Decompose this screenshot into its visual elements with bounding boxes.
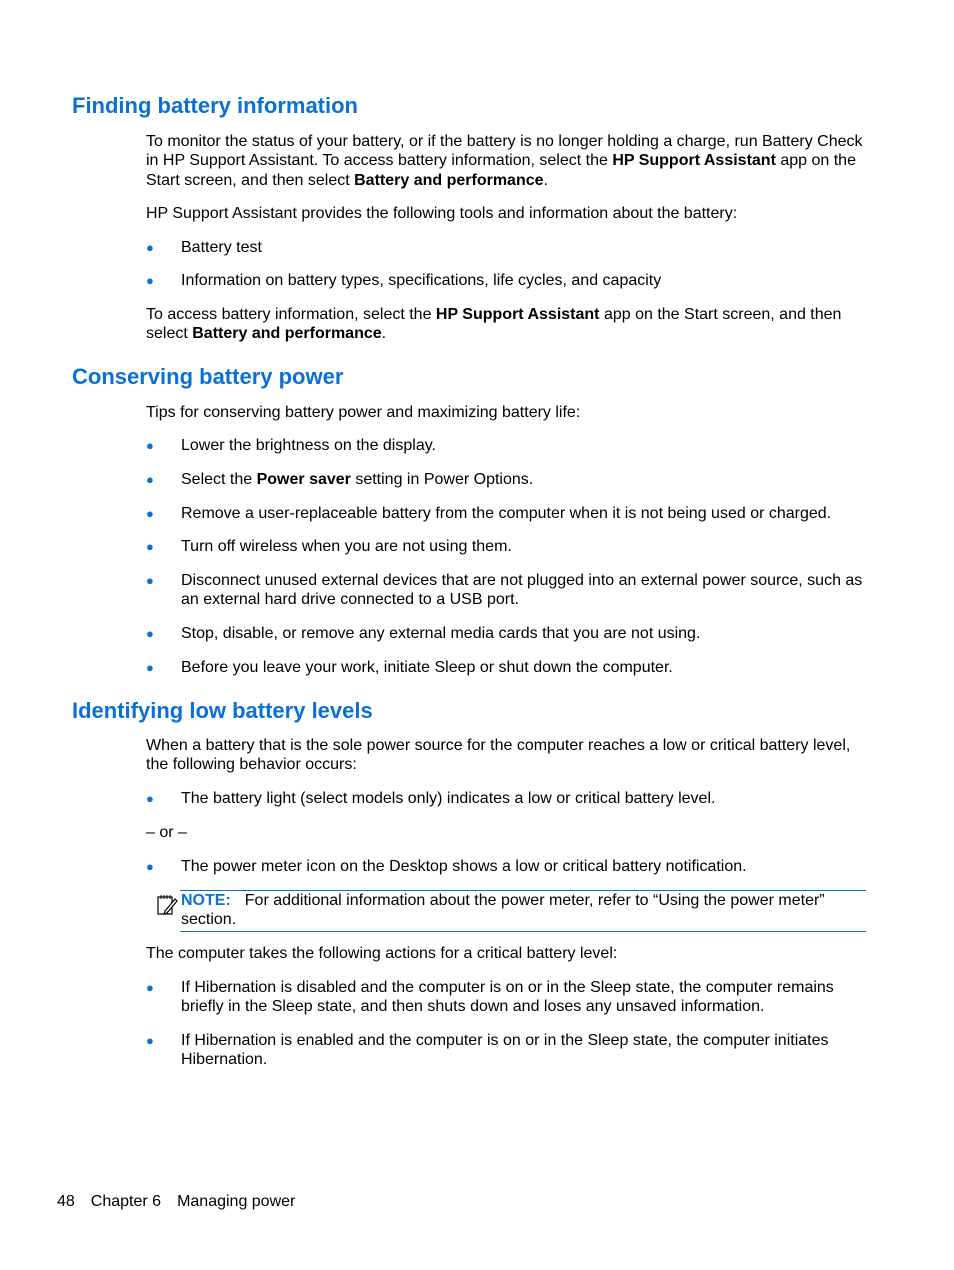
section-heading-identifying-low-battery-levels: Identifying low battery levels — [72, 698, 373, 723]
text-run: To access battery information, select the — [146, 306, 436, 323]
text-run: setting in Power Options. — [350, 471, 534, 488]
text-run: . — [381, 325, 387, 343]
bullet-icon: ● — [146, 539, 154, 554]
bold-run-power-saver: Power saver — [256, 471, 351, 488]
bullet-icon: ● — [146, 980, 154, 995]
paragraph-tips-lead: Tips for conserving battery power and maximizing battery life: — [146, 404, 581, 421]
note-pencil-icon — [156, 893, 178, 917]
text-run: app on the Start screen, and then select — [146, 152, 856, 189]
bullet-icon: ● — [146, 791, 154, 806]
bullet-icon: ● — [146, 626, 154, 641]
list-item-text: Remove a user-replaceable battery from the computer when it is not being used or charged. — [181, 505, 832, 522]
bullet-icon: ● — [146, 240, 154, 255]
bold-run-battery-and-performance: Battery and performance — [192, 325, 382, 343]
list-item-text — [181, 470, 873, 489]
list-item-text: Information on battery types, specifications, life cycles, and capacity — [181, 272, 662, 289]
list-item-text: If Hibernation is disabled and the computer is on or in the Sleep state, the computer remains briefly in the Sleep state, and then shuts down and loses any unsaved information. — [181, 979, 834, 1016]
bullet-icon: ● — [146, 506, 154, 521]
list-item-text: Stop, disable, or remove any external media cards that you are not using. — [181, 625, 701, 642]
bold-run-battery-and-performance: Battery and performance — [354, 171, 544, 189]
note-label: NOTE: — [181, 892, 231, 909]
paragraph-critical-actions-lead: The computer takes the following actions for a critical battery level: — [146, 945, 618, 962]
paragraph-battery-check-intro — [146, 132, 872, 190]
list-item-text: The power meter icon on the Desktop shows a low or critical battery notification. — [181, 858, 747, 875]
paragraph-low-battery-lead: When a battery that is the sole power source for the computer reaches a low or critical battery level, the following behavior occurs: — [146, 737, 851, 774]
bullet-icon: ● — [146, 573, 154, 588]
bullet-icon: ● — [146, 273, 154, 288]
paragraph-access-battery-info — [146, 305, 872, 344]
list-item-text: The battery light (select models only) indicates a low or critical battery level. — [181, 790, 716, 807]
note-content — [181, 891, 861, 930]
bold-run-hp-support-assistant: HP Support Assistant — [435, 306, 600, 323]
text-run: Select the — [181, 471, 257, 488]
bullet-icon: ● — [146, 1033, 154, 1048]
paragraph-tools-lead: HP Support Assistant provides the following tools and information about the battery: — [146, 205, 738, 222]
list-item-text: Turn off wireless when you are not using them. — [181, 538, 512, 555]
page-number: 48 — [57, 1193, 75, 1210]
bold-run-hp-support-assistant: HP Support Assistant — [612, 152, 776, 170]
footer-chapter: Chapter 6 — [90, 1193, 162, 1210]
text-run: . — [543, 171, 548, 189]
list-item-text: Disconnect unused external devices that are not plugged into an external power source, such as an external hard drive connected to a USB port. — [181, 572, 863, 609]
section-heading-finding-battery-information: Finding battery information — [72, 93, 358, 118]
section-heading-conserving-battery-power: Conserving battery power — [72, 364, 344, 389]
or-separator: – or – — [146, 824, 187, 841]
list-item-text: If Hibernation is enabled and the computer is on or in the Sleep state, the computer initiates Hibernation. — [181, 1032, 829, 1069]
bullet-icon: ● — [146, 438, 154, 453]
text-run: app on the Start screen, and then select — [146, 306, 842, 343]
note-text: For additional information about the power meter, refer to “Using the power meter” section. — [181, 892, 825, 929]
list-item-text: Lower the brightness on the display. — [181, 437, 436, 454]
list-item-text: Battery test — [181, 239, 262, 256]
page-footer — [57, 1192, 311, 1211]
bullet-icon: ● — [146, 660, 154, 675]
bullet-icon: ● — [146, 859, 154, 874]
footer-chapter-title: Managing power — [177, 1193, 296, 1210]
text-run: To monitor the status of your battery, or if the battery is no longer holding a charge, run Battery Check in HP Support Assistant. To access battery information, select the — [146, 133, 863, 170]
bullet-icon: ● — [146, 472, 154, 487]
list-item-text: Before you leave your work, initiate Sleep or shut down the computer. — [181, 659, 673, 676]
